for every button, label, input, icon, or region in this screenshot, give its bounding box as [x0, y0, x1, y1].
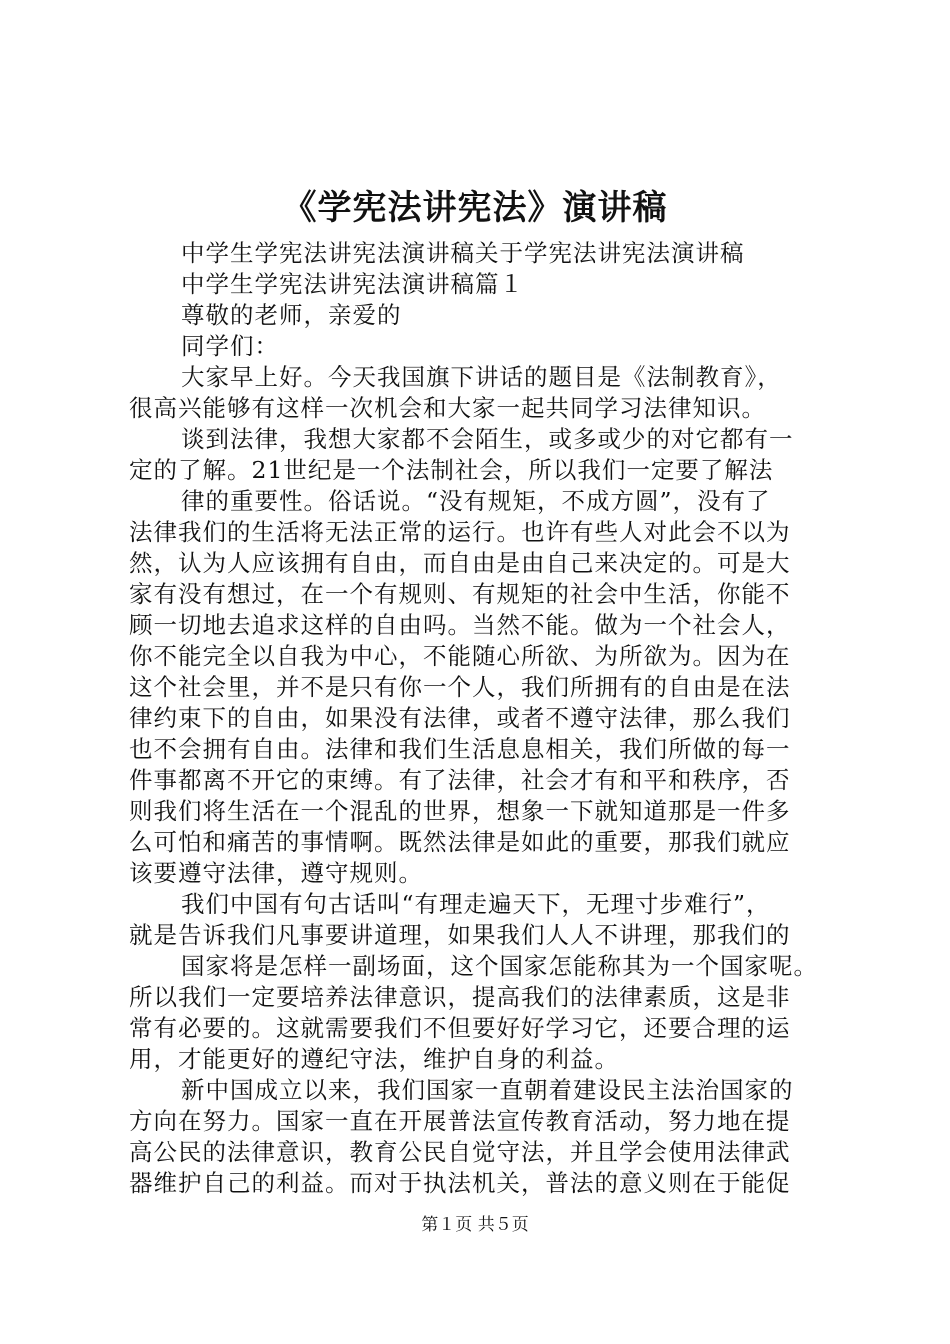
paragraph-line: 大家早上好。今天我国旗下讲话的题目是《法制教育》， — [181, 363, 782, 391]
paragraph-line: 新中国成立以来，我们国家一直朝着建设民主法治国家的 — [181, 1076, 794, 1104]
paragraph-line: 我们中国有句古话叫“有理走遍天下，无理寸步难行”， — [181, 890, 771, 918]
paragraph-line: 常有必要的。这就需要我们不但要好好学习它，还要合理的运 — [129, 1014, 791, 1042]
paragraph-line: 法律我们的生活将无法正常的运行。也许有些人对此会不以为 — [129, 518, 791, 546]
paragraph-line: 你不能完全以自我为中心，不能随心所欲、为所欲为。因为在 — [129, 642, 791, 670]
paragraph-line: 定的了解。21世纪是一个法制社会，所以我们一定要了解法 — [129, 456, 774, 484]
document-body — [129, 238, 834, 1199]
paragraph-line: 同学们： — [181, 332, 279, 360]
paragraph-line: 律约束下的自由，如果没有法律，或者不遵守法律，那么我们 — [129, 704, 791, 732]
paragraph-line: 该要遵守法律，遵守规则。 — [129, 859, 423, 887]
paragraph-line: 谈到法律，我想大家都不会陌生，或多或少的对它都有一 — [181, 425, 794, 453]
paragraph-line: 方向在努力。国家一直在开展普法宣传教育活动，努力地在提 — [129, 1107, 791, 1135]
paragraph-line: 就是告诉我们凡事要讲道理，如果我们人人不讲理，那我们的 — [129, 921, 791, 949]
page-number-footer: 第１页 共５页 — [421, 1215, 529, 1235]
paragraph-line: 则我们将生活在一个混乱的世界，想象一下就知道那是一件多 — [129, 797, 791, 825]
paragraph-line: 然，认为人应该拥有自由，而自由是由自己来决定的。可是大 — [129, 549, 791, 577]
paragraph-line: 器维护自己的利益。而对于执法机关，普法的意义则在于能促 — [129, 1169, 791, 1197]
paragraph-line: 所以我们一定要培养法律意识，提高我们的法律素质，这是非 — [129, 983, 791, 1011]
paragraph-line: 国家将是怎样一副场面，这个国家怎能称其为一个国家呢。 — [181, 952, 818, 980]
paragraph-line: 律的重要性。俗话说。“没有规矩，不成方圆”，没有了 — [181, 487, 771, 515]
paragraph-line: 家有没有想过，在一个有规则、有规矩的社会中生活，你能不 — [129, 580, 791, 608]
paragraph-line: 用，才能更好的遵纪守法，维护自身的利益。 — [129, 1045, 619, 1073]
paragraph-line: 很高兴能够有这样一次机会和大家一起共同学习法律知识。 — [129, 394, 766, 422]
paragraph-line: 高公民的法律意识，教育公民自觉守法，并且学会使用法律武 — [129, 1138, 791, 1166]
paragraph-line: 尊敬的老师，亲爱的 — [181, 301, 402, 329]
paragraph-line: 中学生学宪法讲宪法演讲稿篇１ — [181, 270, 524, 298]
paragraph-line: 中学生学宪法讲宪法演讲稿关于学宪法讲宪法演讲稿 — [181, 239, 745, 267]
paragraph-line: 么可怕和痛苦的事情啊。既然法律是如此的重要，那我们就应 — [129, 828, 791, 856]
paragraph-line: 件事都离不开它的束缚。有了法律，社会才有和平和秩序，否 — [129, 766, 791, 794]
paragraph-line: 这个社会里，并不是只有你一个人，我们所拥有的自由是在法 — [129, 673, 791, 701]
paragraph-line: 顾一切地去追求这样的自由吗。当然不能。做为一个社会人， — [129, 611, 791, 639]
document-title: 《学宪法讲宪法》演讲稿 — [282, 188, 668, 228]
paragraph-line: 也不会拥有自由。法律和我们生活息息相关，我们所做的每一 — [129, 735, 791, 763]
